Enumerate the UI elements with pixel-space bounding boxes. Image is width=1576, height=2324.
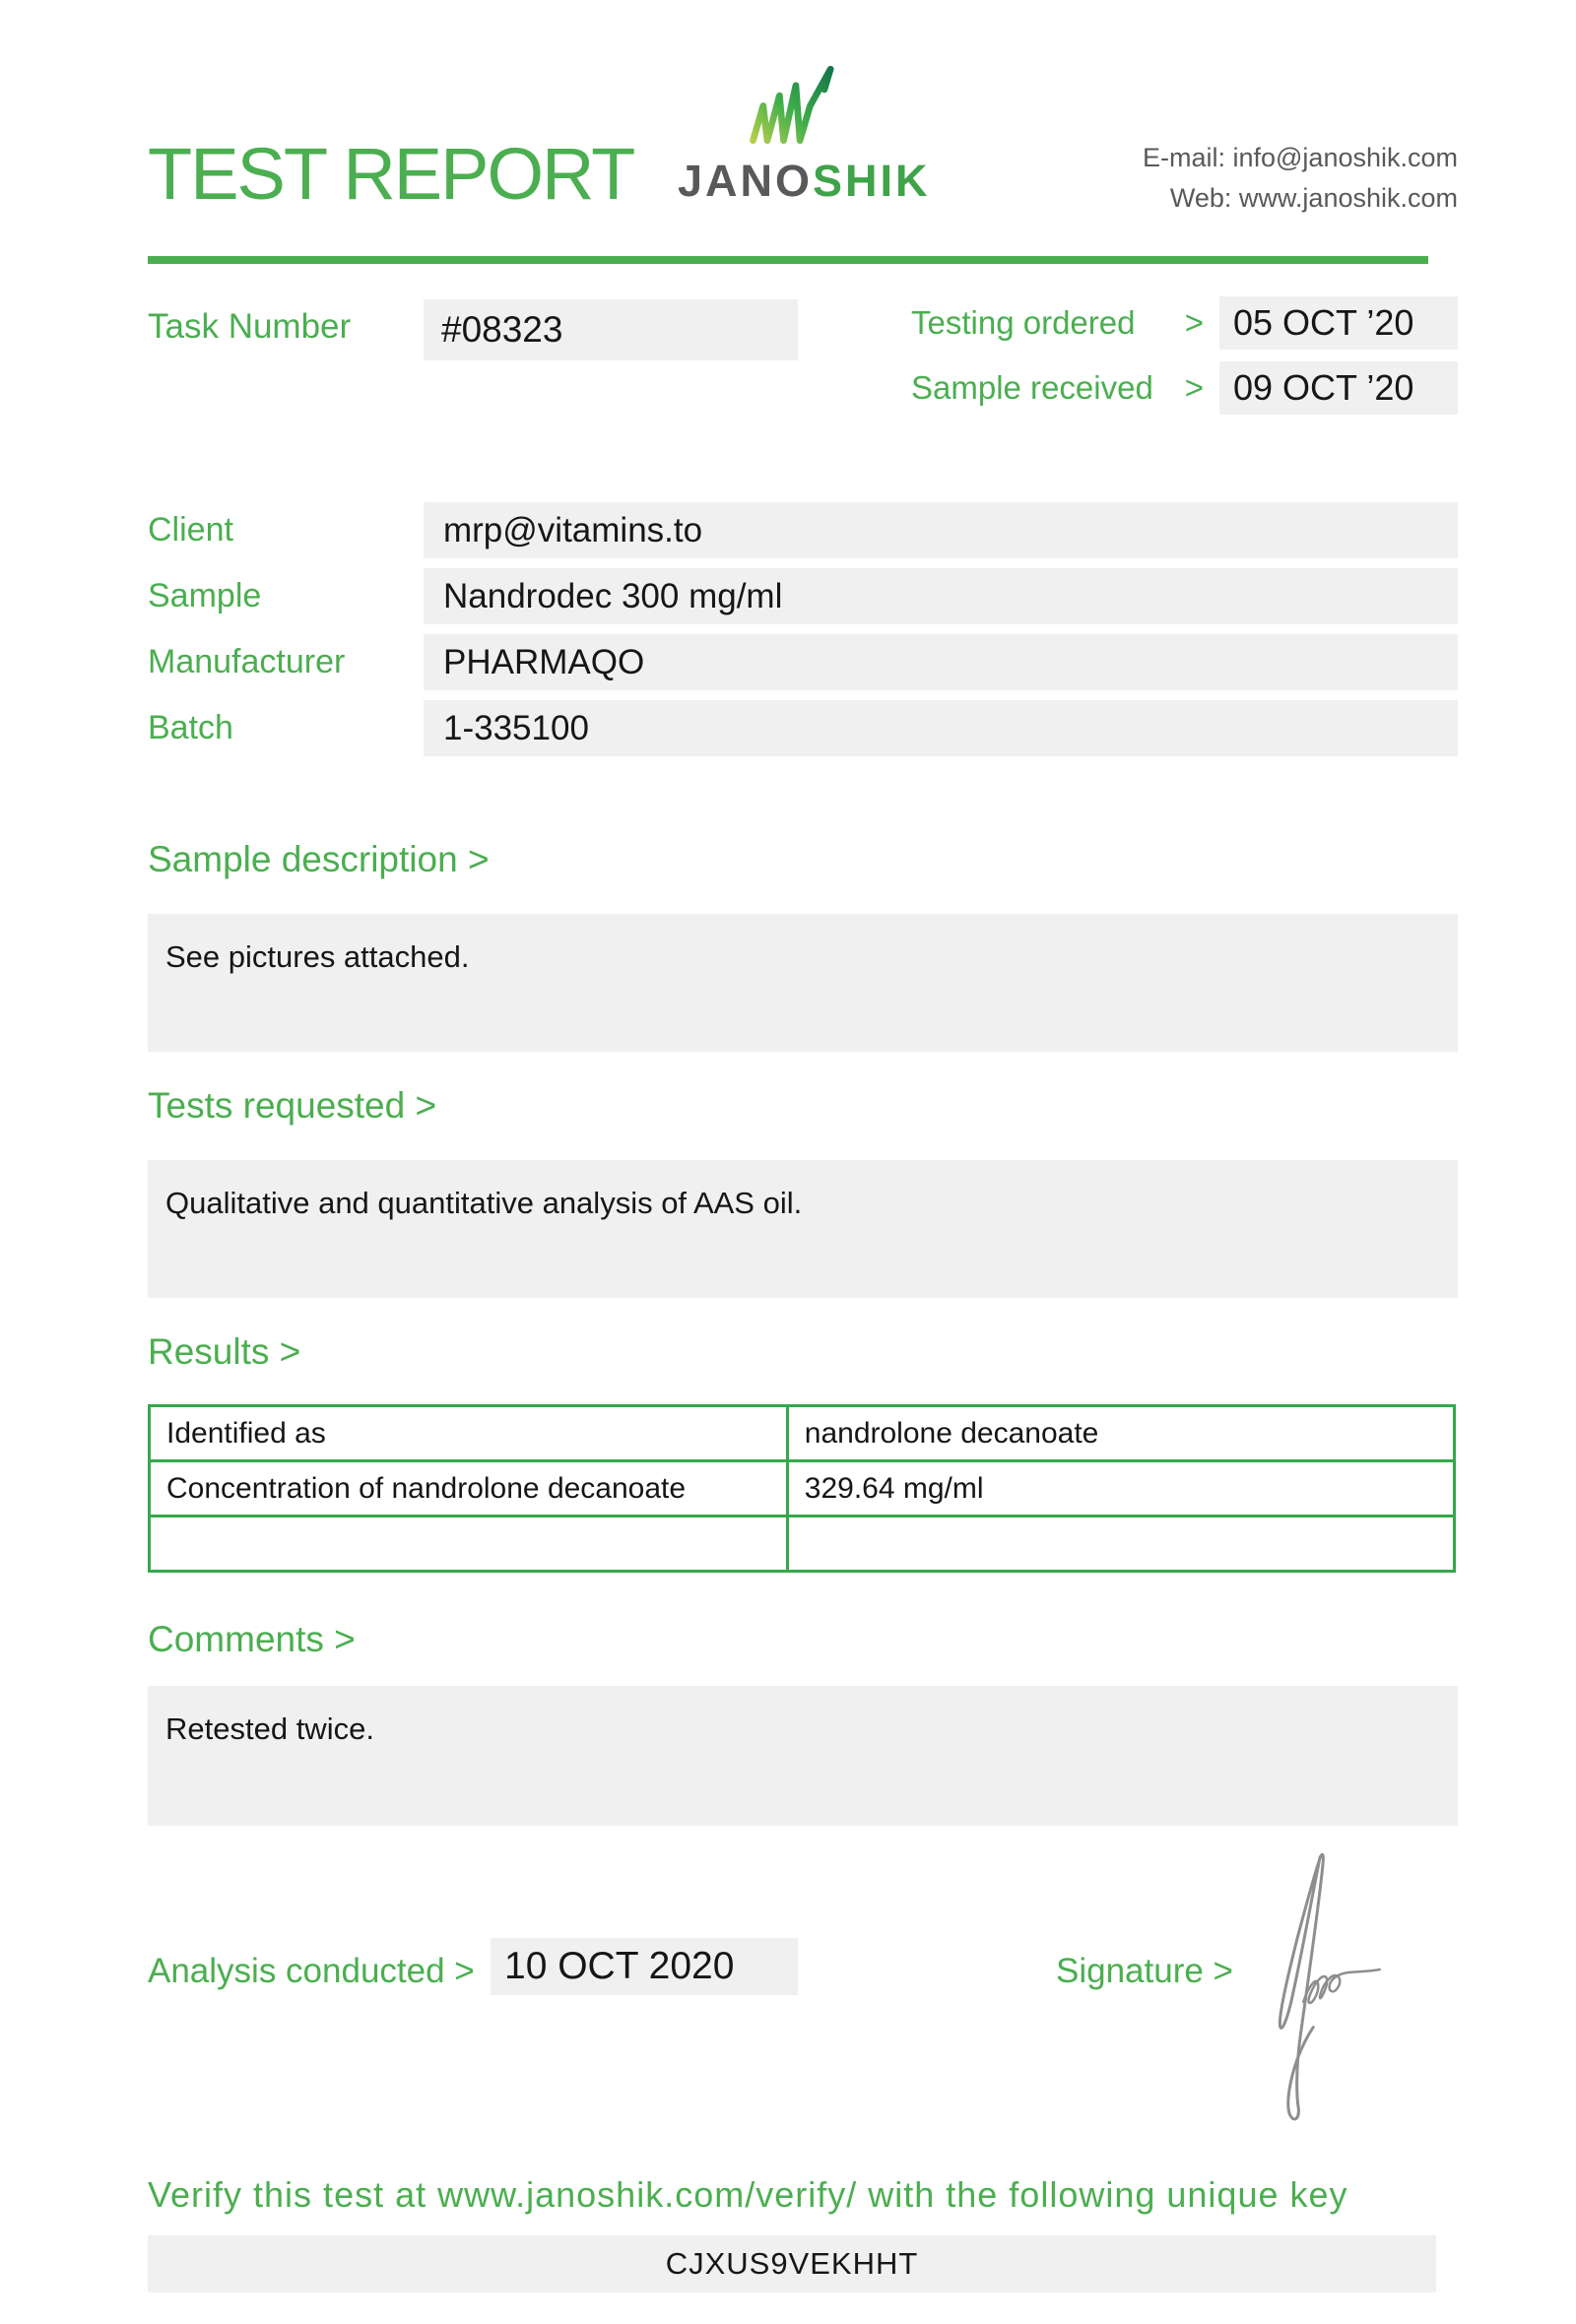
sample-description-box: See pictures attached. (148, 914, 1458, 1052)
analysis-conducted-label: Analysis conducted > (148, 1952, 475, 1990)
batch-label: Batch (148, 709, 233, 746)
contact-email-line (1143, 138, 1458, 178)
detail-row-sample (148, 568, 1458, 624)
manufacturer-label: Manufacturer (148, 643, 346, 680)
page-title: TEST REPORT (148, 133, 634, 215)
contact-block (1143, 138, 1458, 218)
contact-email-label: E-mail: (1142, 143, 1225, 172)
testing-ordered-value: 05 OCT ’20 (1219, 296, 1458, 350)
testing-ordered-row (911, 295, 1458, 351)
sample-received-row (911, 360, 1458, 416)
result-label: Concentration of nandrolone decanoate (151, 1462, 789, 1515)
detail-row-manufacturer (148, 634, 1458, 690)
chart-up-icon (747, 63, 849, 150)
verify-key: CJXUS9VEKHHT (148, 2235, 1436, 2292)
detail-row-batch (148, 700, 1458, 756)
table-row (151, 1407, 1453, 1459)
sample-label: Sample (148, 577, 262, 614)
brand-word-gray: JANO (678, 156, 814, 206)
manufacturer-value: PHARMAQO (424, 634, 1458, 690)
testing-ordered-label: Testing ordered (911, 304, 1136, 341)
brand-wordmark (678, 156, 931, 207)
contact-email-value: info@janoshik.com (1232, 143, 1458, 172)
task-number-label: Task Number (148, 307, 352, 346)
analysis-date-value: 10 OCT 2020 (491, 1938, 798, 1995)
sample-received-label: Sample received (911, 369, 1153, 406)
tests-requested-box: Qualitative and quantitative analysis of AAS oil. (148, 1160, 1458, 1298)
signature-image (1263, 1830, 1422, 2123)
batch-value: 1-335100 (424, 700, 1458, 756)
chevron-right-icon: > (1184, 369, 1204, 406)
result-label: Identified as (151, 1407, 789, 1459)
results-table (148, 1404, 1456, 1573)
client-label: Client (148, 511, 233, 549)
comments-box: Retested twice. (148, 1686, 1458, 1826)
contact-web-value: www.janoshik.com (1238, 182, 1458, 213)
results-heading: Results > (148, 1331, 301, 1372)
sample-value: Nandrodec 300 mg/ml (424, 568, 1458, 624)
sample-received-value: 09 OCT ’20 (1219, 361, 1458, 415)
contact-web-line (1143, 178, 1458, 219)
verify-text: Verify this test at www.janoshik.com/verify/ with the following unique key (148, 2174, 1348, 2215)
brand-logo (678, 63, 931, 207)
signature-label: Signature > (1056, 1952, 1233, 1990)
brand-word-green: SHIK (813, 156, 931, 206)
result-label (151, 1517, 789, 1570)
result-value (789, 1517, 1453, 1570)
table-row (151, 1459, 1453, 1515)
table-row (151, 1515, 1453, 1570)
result-value: nandrolone decanoate (804, 1417, 1099, 1450)
sample-description-heading: Sample description > (148, 839, 490, 879)
tests-requested-heading: Tests requested > (148, 1085, 437, 1126)
chevron-right-icon: > (1184, 304, 1204, 341)
result-value: 329.64 mg/ml (804, 1472, 984, 1505)
header-divider (148, 256, 1428, 264)
client-value: mrp@vitamins.to (424, 502, 1458, 558)
contact-web-label: Web: (1169, 182, 1232, 213)
task-number-value: #08323 (424, 299, 798, 360)
comments-heading: Comments > (148, 1619, 356, 1659)
detail-row-client (148, 502, 1458, 558)
